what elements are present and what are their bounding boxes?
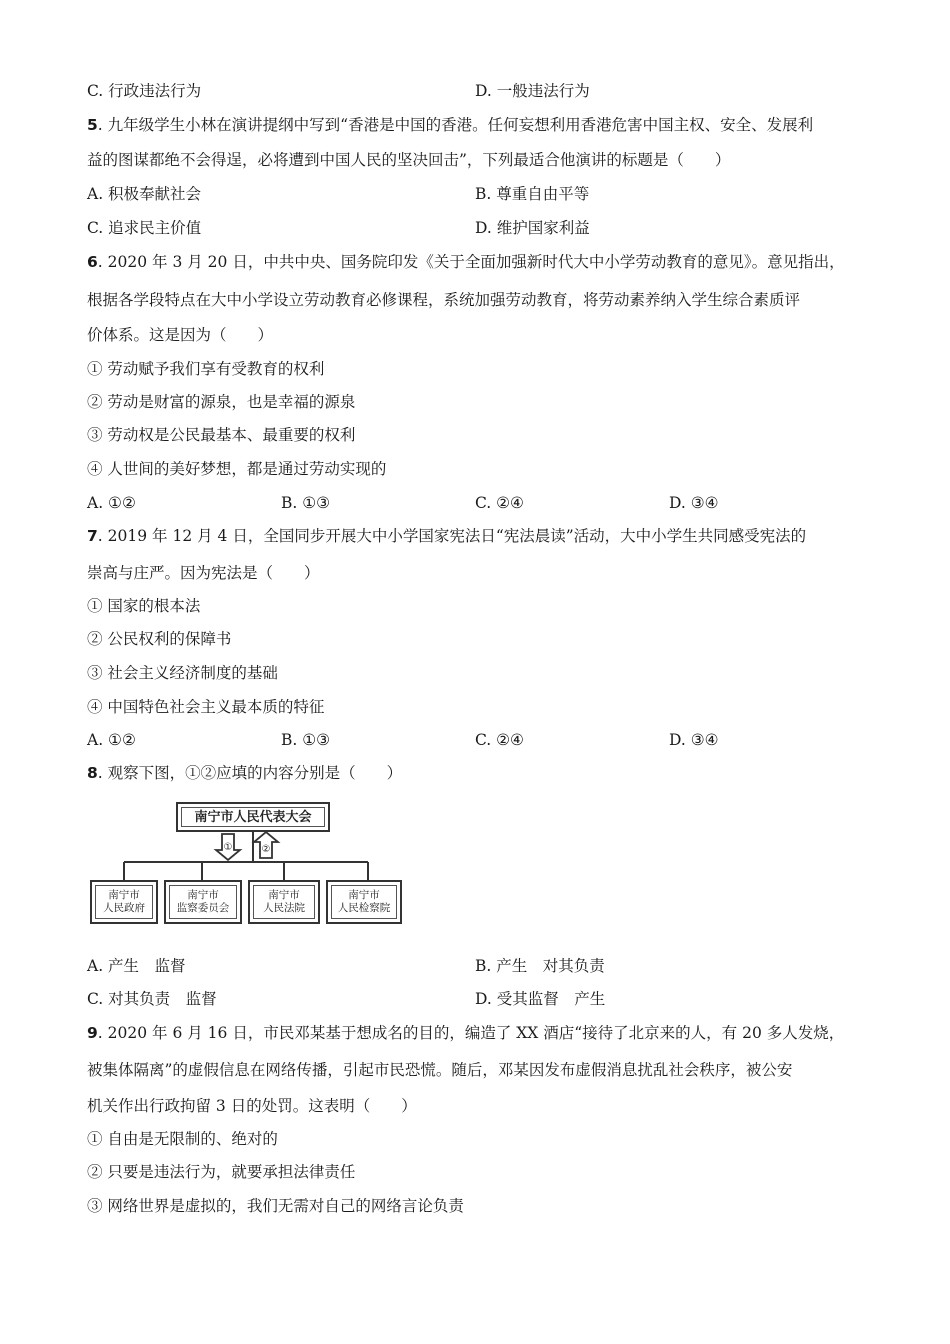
- arrow-label-2: ②: [261, 844, 271, 855]
- q7-statement-1: ① 国家的根本法: [87, 597, 201, 615]
- q7-stem-text1: . 2019 年 12 月 4 日，全国同步开展大中小学国家宪法日“宪法晨读”活动，大中小学生共同感受宪法的: [97, 527, 807, 545]
- q7-option-a: A. ①②: [87, 731, 136, 749]
- q7-statement-3: ③ 社会主义经济制度的基础: [87, 664, 278, 682]
- box-procuratorate-line2: 人民检察院: [337, 902, 391, 914]
- q7-stem-line2: 崇高与庄严。因为宪法是（ ）: [87, 564, 320, 582]
- q9-number: 9: [87, 1024, 98, 1042]
- diagram-box-procuratorate: [326, 880, 402, 924]
- box-congress-label: 南宁市人民代表大会: [194, 809, 312, 825]
- q5-stem-text1: . 九年级学生小林在演讲提纲中写到“香港是中国的香港。任何妄想利用香港危害中国主权、安全、发展利: [97, 116, 814, 134]
- q8-option-a: A. 产生 监督: [87, 957, 186, 975]
- q6-stem-line3: 价体系。这是因为（ ）: [87, 326, 274, 344]
- q7-option-d: D. ③④: [669, 731, 719, 749]
- q8-option-c: C. 对其负责 监督: [87, 990, 217, 1008]
- diagram-box-court: [248, 880, 320, 924]
- q6-stem-text1: . 2020 年 3 月 20 日，中共中央、国务院印发《关于全面加强新时代大中小学劳动教育的意见》。意见指出，: [97, 253, 845, 271]
- q6-option-d: D. ③④: [669, 494, 719, 512]
- q5-option-c: C. 追求民主价值: [87, 219, 202, 237]
- q6-statement-1: ① 劳动赋予我们享有受教育的权利: [87, 360, 325, 378]
- q9-statement-2: ② 只要是违法行为，就要承担法律责任: [87, 1163, 356, 1181]
- arrow-label-1: ①: [223, 842, 233, 853]
- q6-statement-3: ③ 劳动权是公民最基本、最重要的权利: [87, 426, 356, 444]
- q6-stem-line2: 根据各学段特点在大中小学设立劳动教育必修课程，系统加强劳动教育，将劳动素养纳入学生综合素质评: [87, 291, 801, 309]
- q4-option-c: C. 行政违法行为: [87, 82, 202, 100]
- diagram-box-government: [90, 880, 158, 924]
- box-procuratorate-line1: 南宁市: [348, 889, 380, 901]
- q9-statement-3: ③ 网络世界是虚拟的，我们无需对自己的网络言论负责: [87, 1197, 464, 1215]
- box-supervisory-line1: 南宁市: [187, 889, 219, 901]
- diagram-box-congress: [176, 802, 330, 832]
- q8-option-b: B. 产生 对其负责: [475, 957, 605, 975]
- box-supervisory-line2: 监察委员会: [176, 902, 230, 914]
- q6-number: 6: [87, 253, 98, 271]
- q5-stem-line2: 益的图谋都绝不会得逞，必将遭到中国人民的坚决回击”，下列最适合他演讲的标题是（ ）: [87, 151, 731, 169]
- q7-option-c: C. ②④: [475, 731, 524, 749]
- q7-number: 7: [87, 527, 98, 545]
- q6-statement-4: ④ 人世间的美好梦想，都是通过劳动实现的: [87, 460, 387, 478]
- q7-statement-4: ④ 中国特色社会主义最本质的特征: [87, 698, 325, 716]
- q4-option-d: D. 一般违法行为: [475, 82, 590, 100]
- q9-stem-line2: 被集体隔离”的虚假信息在网络传播，引起市民恐慌。随后，邓某因发布虚假消息扰乱社会秩序，被公安: [87, 1061, 793, 1079]
- q5-option-d: D. 维护国家利益: [475, 219, 590, 237]
- q8-stem-line1: [87, 763, 402, 783]
- q6-option-a: A. ①②: [87, 494, 136, 512]
- q7-statement-2: ② 公民权利的保障书: [87, 630, 232, 648]
- q7-option-b: B. ①③: [281, 731, 331, 749]
- q9-stem-line3: 机关作出行政拘留 3 日的处罚。这表明（ ）: [87, 1097, 417, 1115]
- q6-statement-2: ② 劳动是财富的源泉，也是幸福的源泉: [87, 393, 356, 411]
- q9-stem-text1: . 2020 年 6 月 16 日，市民邓某基于想成名的目的，编造了 XX 酒店“接待了北京来的人，有 20 多人发烧，: [97, 1024, 845, 1042]
- q5-number: 5: [87, 116, 98, 134]
- q5-option-b: B. 尊重自由平等: [475, 185, 590, 203]
- q9-statement-1: ① 自由是无限制的、绝对的: [87, 1130, 278, 1148]
- box-court-line1: 南宁市: [268, 889, 300, 901]
- q6-stem-line1: [87, 252, 845, 272]
- q8-option-d: D. 受其监督 产生: [475, 990, 606, 1008]
- q5-stem-line1: [87, 115, 813, 135]
- box-government-line1: 南宁市: [108, 889, 140, 901]
- q8-org-diagram: [88, 800, 404, 928]
- diagram-box-supervisory: [164, 880, 242, 924]
- q8-stem-text1: . 观察下图，①②应填的内容分别是（ ）: [97, 764, 403, 782]
- q6-option-b: B. ①③: [281, 494, 331, 512]
- box-government-line2: 人民政府: [103, 902, 145, 914]
- q5-option-a: A. 积极奉献社会: [87, 185, 202, 203]
- q7-stem-line1: [87, 526, 806, 546]
- q8-number: 8: [87, 764, 98, 782]
- q6-option-c: C. ②④: [475, 494, 524, 512]
- q9-stem-line1: [87, 1023, 844, 1043]
- box-court-line2: 人民法院: [263, 902, 305, 914]
